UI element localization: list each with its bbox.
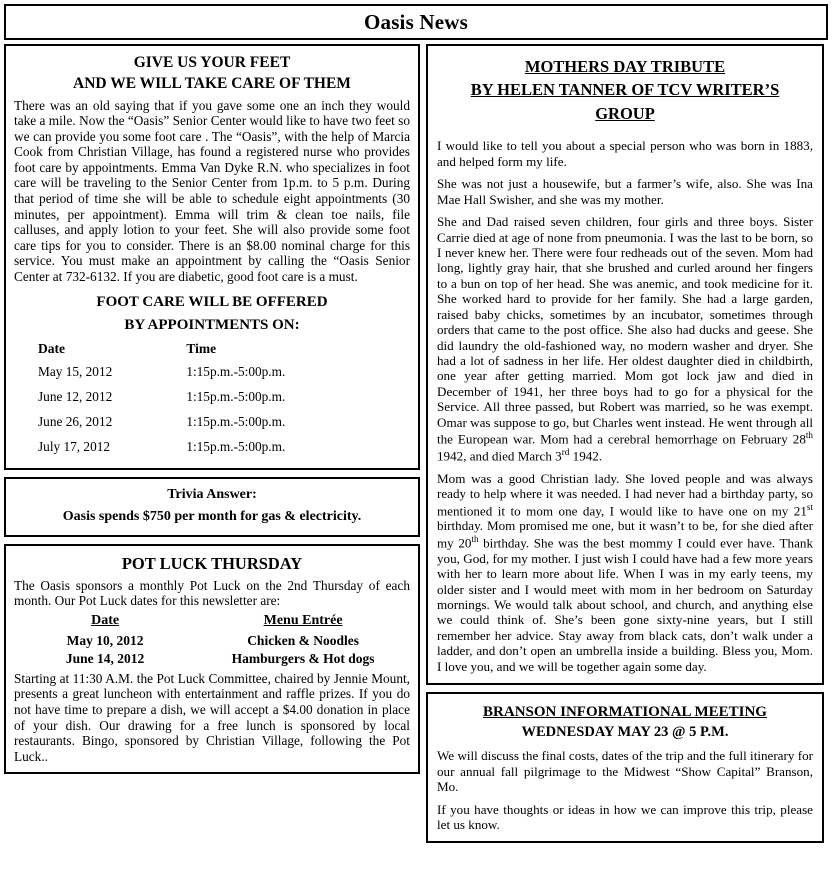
page-title: Oasis News <box>363 9 469 34</box>
mothers-day-tribute-article <box>426 44 824 685</box>
table-header-row <box>14 339 410 360</box>
branson-subheading: WEDNESDAY MAY 23 @ 5 P.M. <box>521 724 729 741</box>
foot-care-heading-line2: AND WE WILL TAKE CARE OF THEM <box>73 75 351 93</box>
tribute-paragraph-4 <box>437 471 813 674</box>
cell-date: June 14, 2012 <box>65 650 145 666</box>
foot-care-heading-line1: GIVE US YOUR FEET <box>133 54 291 71</box>
tribute-paragraph-1: I would like to tell you about a special person who was born in 1883, and helped form my life. <box>437 138 813 169</box>
foot-care-article <box>4 44 420 470</box>
cell-menu-entree: Hamburgers & Hot dogs <box>231 650 375 666</box>
tribute-paragraph-2: She was not just a housewife, but a farmer’s wife, also. She was Ina Mae Hall Swisher, and she was my mother. <box>437 176 813 207</box>
trivia-heading: Trivia Answer: <box>167 486 257 502</box>
newsletter-page <box>0 4 832 890</box>
pot-luck-closing: Starting at 11:30 A.M. the Pot Luck Committee, chaired by Jennie Mount, presents a great luncheon with entertainment and raffle prizes. If you do not have time to prepare a dish, we will accept a $4.00 donation in place of your dish. Our drawing for a free lunch is sponsored by local restaurants. Bingo, sponsored by Christian Village, following the Pot Luck.. <box>14 670 410 764</box>
tribute-p4-part-b: birthday. Mom promised me one, but it wasn’t to be, for she died after my 20 <box>437 518 813 551</box>
tribute-p4-part-c: birthday. She was the best mommy I could ever have. Thank you, God, for my mother. I just wish I could have had a few more years with her to learn more about life. When I was in my early teens, my older sister and I would meet with mom in her bedroom on Saturday mornings. We would talk about school, and church, and anything else we could think of. She’s been gone sixty-nine years, but I still remember her advice. Stay away from black cats, don’t walk under a ladder, and don’t open an umbrella inside a building. Bless you, Mom. I love you, and we will be together again some day. <box>437 535 813 674</box>
tribute-p3-part-b: 1942, and died March 3 <box>437 448 562 464</box>
trivia-answer: Oasis spends $750 per month for gas & electricity. <box>62 508 362 524</box>
table-row <box>14 410 410 435</box>
tribute-p3-part-c: 1942. <box>569 448 603 464</box>
table-header-row <box>14 611 410 632</box>
cell-date: June 26, 2012 <box>38 413 113 429</box>
tribute-heading-line2: BY HELEN TANNER OF TCV WRITER’S <box>470 80 780 100</box>
column-header-date: Date <box>38 340 65 356</box>
tribute-p3-ordinal-1: th <box>805 430 813 441</box>
pot-luck-article <box>4 544 420 774</box>
tribute-paragraph-3 <box>437 214 813 464</box>
cell-menu-entree: Chicken & Noodles <box>247 632 359 648</box>
table-row <box>14 385 410 410</box>
column-header-date: Date <box>91 612 120 628</box>
branson-paragraph-1: We will discuss the final costs, dates of the trip and the full itinerary for our annual fall pilgrimage to the Midwest “Show Capital” Branson, Mo. <box>437 748 813 795</box>
tribute-p4-ordinal-2: th <box>471 533 479 544</box>
branson-meeting-article <box>426 692 824 843</box>
pot-luck-intro: The Oasis sponsors a monthly Pot Luck on the 2nd Thursday of each month. Our Pot Luck dates for this newsletter are: <box>14 577 410 609</box>
tribute-heading-line3: GROUP <box>595 103 655 123</box>
column-header-menu-entree: Menu Entrée <box>263 612 343 628</box>
foot-care-paragraph: There was an old saying that if you gave some one an inch they would take a mile. Now the “Oasis” Senior Center would like to have two feet so we can provide you some foot care . The “Oasis”, with the help of Marcia Cook from Christian Village, has found a registered nurse who provides foot care by appointments. Emma Van Dyke R.N. who specializes in foot care will be traveling to the Senior Center from 1p.m. to 5 p.m. During that period of time she will be able to schedule eight appointments (30 minutes, per appointment). Emma will trim & clean toe nails, file calluses, and apply lotion to your feet. She will also provide some foot care tips for you to consider. There is an $8.00 nominal charge for this service. You must make an appointment by calling the “Oasis Senior Center at 732-6132. If you are diabetic, good foot care is a must. <box>14 97 410 284</box>
tribute-heading-line1: MOTHERS DAY TRIBUTE <box>524 57 726 76</box>
masthead <box>4 4 828 40</box>
branson-heading: BRANSON INFORMATIONAL MEETING <box>483 704 767 721</box>
cell-date: June 12, 2012 <box>38 388 113 404</box>
tribute-p4-part-a: Mom was a good Christian lady. She loved people and was always ready to help where it was needed. I had never had a birthday party, so mentioned it to mom one day, I would like to have one on my 21 <box>437 470 813 519</box>
tribute-p3-ordinal-2: rd <box>561 446 570 457</box>
branson-paragraph-2: If you have thoughts or ideas in how we can improve this trip, please let us know. <box>437 801 813 832</box>
tribute-p3-part-a: She and Dad raised seven children, four girls and three boys. Sister Carrie died at age of none from pneumonia. I was the last to be born, so I never knew her. There were four redheads out of the seven. Mom had long, lightly gray hair, that she brushed and curled around her fingers to a bun on top of her head. She was anemic, and took medicine for it. She worked hard to provide for her family. She had a large garden, raised baby chicks, sometimes by an incubator, sometimes through orders that came to the post office. She also had ducks and geese. She did laundry the old-fashioned way, no modern washer and dryer. She had a lot of sadness in her life. Her oldest daughter died in childbirth, one year after getting married. Mom got lock jaw and died in December of 1941, her three boys had to go for a physical for the Service. All three passed, but Robert was married, so he was exempt. Omar was suppose to go, but Charles went instead. He went through all the European war. Mom had a cerebral hemorrhage on February 28 <box>437 214 813 447</box>
cell-time: 1:15p.m.-5:00p.m. <box>186 413 286 429</box>
cell-date: May 15, 2012 <box>38 363 113 379</box>
left-column <box>4 44 420 781</box>
table-row <box>14 650 410 668</box>
cell-time: 1:15p.m.-5:00p.m. <box>186 438 286 454</box>
pot-luck-menu-table <box>14 611 410 668</box>
trivia-answer-box <box>4 477 420 537</box>
foot-care-subheading-line1: FOOT CARE WILL BE OFFERED <box>96 294 328 311</box>
table-row <box>14 435 410 460</box>
cell-date: May 10, 2012 <box>66 632 144 648</box>
cell-time: 1:15p.m.-5:00p.m. <box>186 363 286 379</box>
cell-date: July 17, 2012 <box>38 438 111 454</box>
foot-care-subheading-line2: BY APPOINTMENTS ON: <box>124 317 300 334</box>
column-header-time: Time <box>186 340 217 356</box>
table-row <box>14 632 410 650</box>
pot-luck-heading: POT LUCK THURSDAY <box>121 553 303 573</box>
foot-care-schedule-table <box>14 339 410 460</box>
table-row <box>14 360 410 385</box>
tribute-p4-ordinal-1: st <box>806 501 813 512</box>
cell-time: 1:15p.m.-5:00p.m. <box>186 388 286 404</box>
content-columns <box>4 44 828 850</box>
right-column <box>426 44 824 850</box>
